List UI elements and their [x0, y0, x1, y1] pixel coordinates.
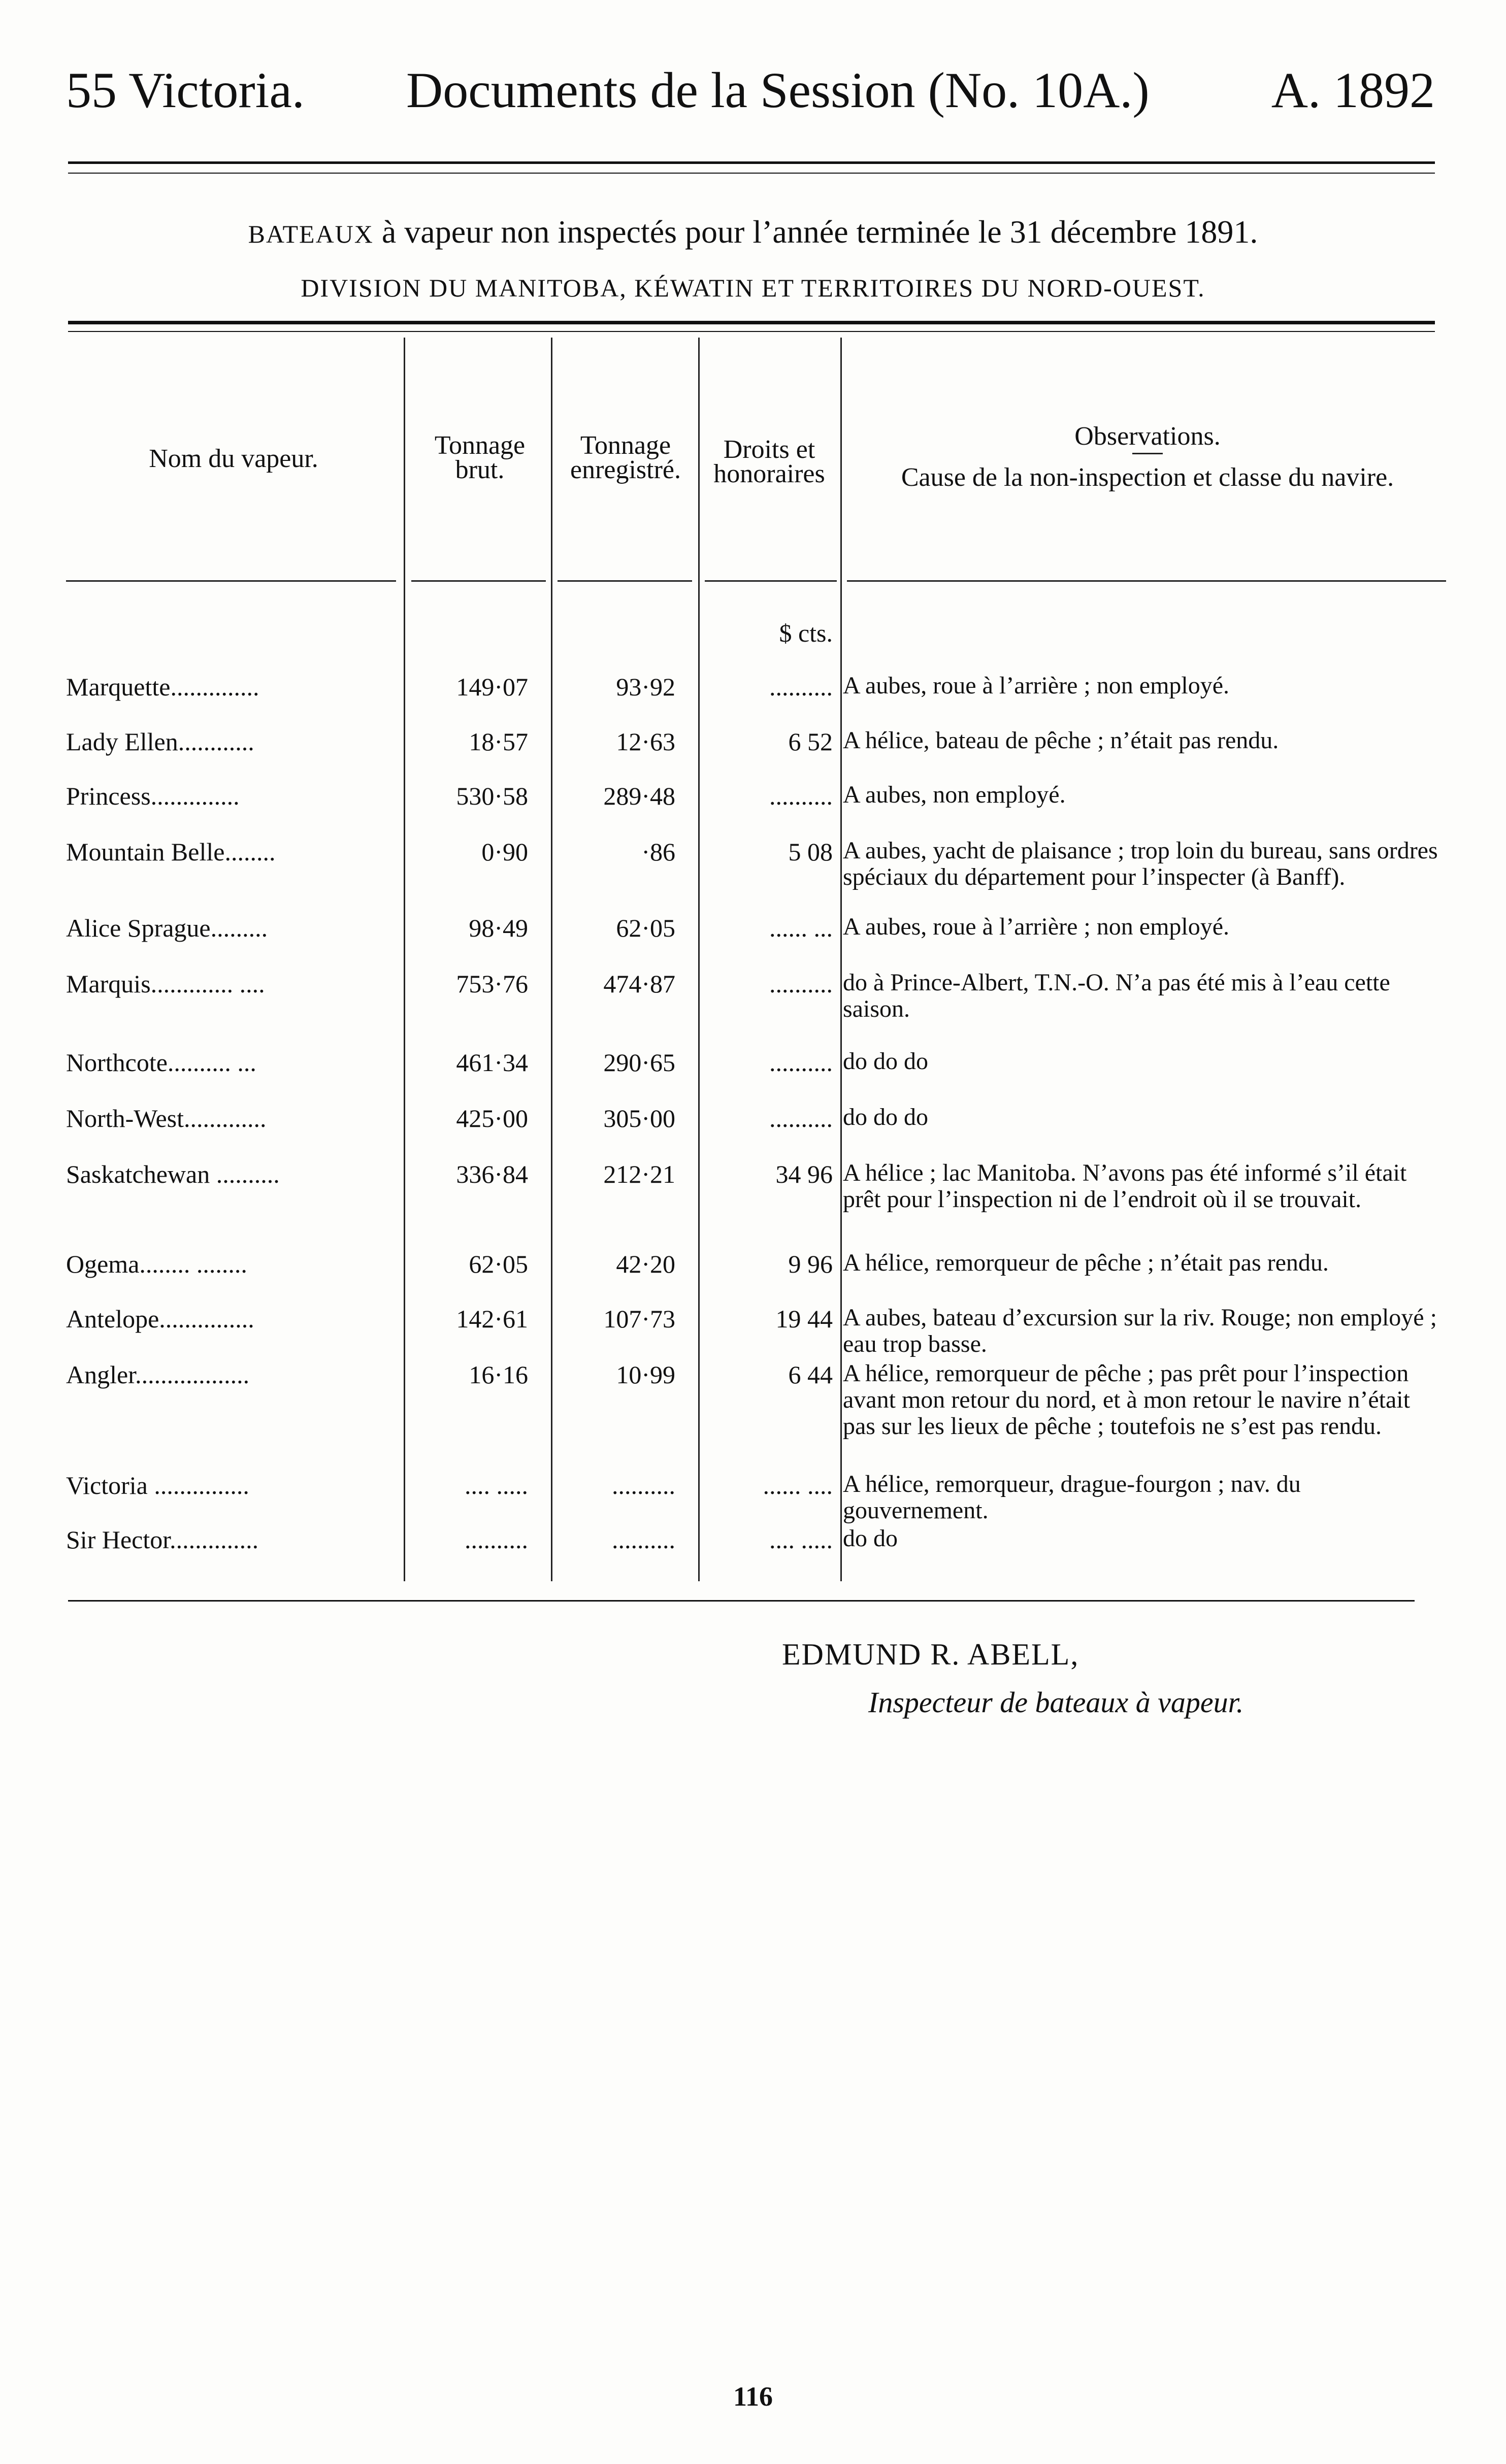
observation-cell: A aubes, bateau d’excursion sur la riv. Rouge; non employé ; eau trop basse. — [843, 1304, 1437, 1357]
column-header-observations — [843, 424, 1452, 490]
observation-cell: A hélice, bateau de pêche ; n’était pas rendu. — [843, 727, 1279, 754]
registered-tonnage-cell: 212·21 — [603, 1160, 675, 1188]
observation-cell: do à Prince-Albert, T.N.-O. N’a pas été mis à l’eau cette saison. — [843, 969, 1390, 1022]
column-divider — [698, 338, 700, 1581]
registered-tonnage-cell: 93·92 — [616, 673, 675, 701]
vessel-name-cell: North-West............. — [66, 1104, 267, 1133]
column-header-brut: Tonnage brut. — [434, 431, 526, 484]
observation-cell: A aubes, non employé. — [843, 781, 1066, 808]
registered-tonnage-cell: 305·00 — [603, 1104, 675, 1133]
observation-cell: A hélice, remorqueur de pêche ; n’était pas rendu. — [843, 1249, 1329, 1276]
observation-cell: A hélice, remorqueur de pêche ; pas prêt pour l’inspection avant mon retour du nord, et à mon retour le navire n’était pas sur les lieux de pêche ; toutefois ne s’est pas rendu. — [843, 1360, 1410, 1440]
observation-cell: do do — [843, 1525, 898, 1552]
vessel-name-cell: Antelope............... — [66, 1305, 254, 1333]
heading-rule — [705, 580, 837, 582]
fees-cell: 9 96 — [788, 1250, 833, 1278]
observations-dash — [1132, 453, 1163, 454]
column-header-droits: Droits et honoraires — [713, 435, 825, 488]
table-subtitle: DIVISION DU MANITOBA, KÉWATIN ET TERRITOIRES DU NORD-OUEST. — [301, 274, 1205, 302]
page-number: 116 — [733, 2381, 773, 2412]
fees-cell: 19 44 — [775, 1305, 833, 1333]
observation-cell: A hélice ; lac Manitoba. N’avons pas été informé s’il était prêt pour l’inspection ni de l’endroit où il se trouvait. — [843, 1159, 1407, 1213]
table-title-caps: BATEAUX — [248, 220, 374, 248]
vessel-name-cell: Marquis............. .... — [66, 970, 265, 998]
gross-tonnage-cell: 18·57 — [469, 727, 528, 756]
registered-tonnage-cell: 290·65 — [603, 1048, 675, 1077]
fees-cell: .......... — [769, 970, 833, 998]
observation-cell: A aubes, roue à l’arrière ; non employé. — [843, 672, 1230, 699]
vessel-name-cell: Angler.................. — [66, 1360, 250, 1389]
column-header-reg: Tonnage enregistré. — [570, 431, 681, 484]
vessel-name-cell: Victoria ............... — [66, 1471, 249, 1500]
table-bottom-rule — [68, 1600, 1415, 1602]
registered-tonnage-cell: 10·99 — [616, 1360, 675, 1389]
gross-tonnage-cell: 16·16 — [469, 1360, 528, 1389]
gross-tonnage-cell: .......... — [465, 1525, 528, 1554]
vessel-name-cell: Marquette.............. — [66, 673, 259, 701]
header-rule-thin — [68, 173, 1435, 174]
gross-tonnage-cell: 753·76 — [456, 970, 528, 998]
registered-tonnage-cell: .......... — [612, 1471, 675, 1500]
observation-cell: A aubes, yacht de plaisance ; trop loin du bureau, sans ordres spéciaux du département pour l’inspecter (à Banff). — [843, 837, 1438, 890]
fees-cell: .... ..... — [769, 1525, 833, 1554]
title-rule-thin — [68, 331, 1435, 332]
vessel-name-cell: Ogema........ ........ — [66, 1250, 247, 1278]
gross-tonnage-cell: 336·84 — [456, 1160, 528, 1188]
registered-tonnage-cell: ·86 — [641, 838, 675, 866]
vessel-name-cell: Saskatchewan .......... — [66, 1160, 280, 1188]
gross-tonnage-cell: 0·90 — [481, 838, 528, 866]
header-session-year: 55 Victoria. — [66, 62, 305, 118]
header-rule-thick — [68, 161, 1435, 164]
fees-cell: ...... ... — [769, 914, 833, 942]
gross-tonnage-cell: 62·05 — [469, 1250, 528, 1278]
registered-tonnage-cell: 107·73 — [603, 1305, 675, 1333]
fees-cell: .......... — [769, 673, 833, 701]
column-header-name: Nom du vapeur. — [149, 444, 318, 473]
title-rule-thick — [68, 321, 1435, 324]
signature-name: EDMUND R. ABELL, — [782, 1638, 1079, 1671]
gross-tonnage-cell: 425·00 — [456, 1104, 528, 1133]
column-divider — [551, 338, 552, 1581]
fees-cell: 34 96 — [775, 1160, 833, 1188]
registered-tonnage-cell: .......... — [612, 1525, 675, 1554]
gross-tonnage-cell: 149·07 — [456, 673, 528, 701]
signature-title: Inspecteur de bateaux à vapeur. — [868, 1686, 1244, 1719]
gross-tonnage-cell: 461·34 — [456, 1048, 528, 1077]
observation-cell: A aubes, roue à l’arrière ; non employé. — [843, 913, 1230, 940]
observation-cell: do do do — [843, 1104, 928, 1130]
vessel-name-cell: Lady Ellen............ — [66, 727, 254, 756]
heading-rule — [847, 580, 1446, 582]
currency-unit-label: $ cts. — [779, 619, 833, 647]
heading-rule — [411, 580, 546, 582]
registered-tonnage-cell: 474·87 — [603, 970, 675, 998]
registered-tonnage-cell: 289·48 — [603, 782, 675, 810]
table-title-text: à vapeur non inspectés pour l’année terminée le 31 décembre 1891. — [381, 214, 1258, 250]
gross-tonnage-cell: 530·58 — [456, 782, 528, 810]
fees-cell: .......... — [769, 1048, 833, 1077]
registered-tonnage-cell: 42·20 — [616, 1250, 675, 1278]
fees-cell: 6 52 — [788, 727, 833, 756]
vessel-name-cell: Alice Sprague......... — [66, 914, 268, 942]
vessel-name-cell: Sir Hector.............. — [66, 1525, 259, 1554]
fees-cell: .......... — [769, 1104, 833, 1133]
header-document-title: Documents de la Session (No. 10A.) — [406, 62, 1150, 118]
column-divider — [404, 338, 405, 1581]
fees-cell: .......... — [769, 782, 833, 810]
observations-subtitle: Cause de la non-inspection et classe du navire. — [901, 463, 1394, 492]
observation-cell: do do do — [843, 1048, 928, 1075]
registered-tonnage-cell: 62·05 — [616, 914, 675, 942]
observations-title: Observations. — [1074, 422, 1221, 451]
vessel-name-cell: Mountain Belle........ — [66, 838, 276, 866]
vessel-name-cell: Princess.............. — [66, 782, 240, 810]
gross-tonnage-cell: 98·49 — [469, 914, 528, 942]
heading-rule — [558, 580, 692, 582]
vessel-name-cell: Northcote.......... ... — [66, 1048, 256, 1077]
header-series: A. 1892 — [1271, 62, 1435, 118]
registered-tonnage-cell: 12·63 — [616, 727, 675, 756]
gross-tonnage-cell: 142·61 — [456, 1305, 528, 1333]
fees-cell: 6 44 — [788, 1360, 833, 1389]
fees-cell: ...... .... — [763, 1471, 833, 1500]
fees-cell: 5 08 — [788, 838, 833, 866]
gross-tonnage-cell: .... ..... — [465, 1471, 528, 1500]
heading-rule — [66, 580, 396, 582]
observation-cell: A hélice, remorqueur, drague-fourgon ; nav. du gouvernement. — [843, 1471, 1301, 1524]
table-title — [0, 213, 1506, 251]
column-divider — [840, 338, 842, 1581]
